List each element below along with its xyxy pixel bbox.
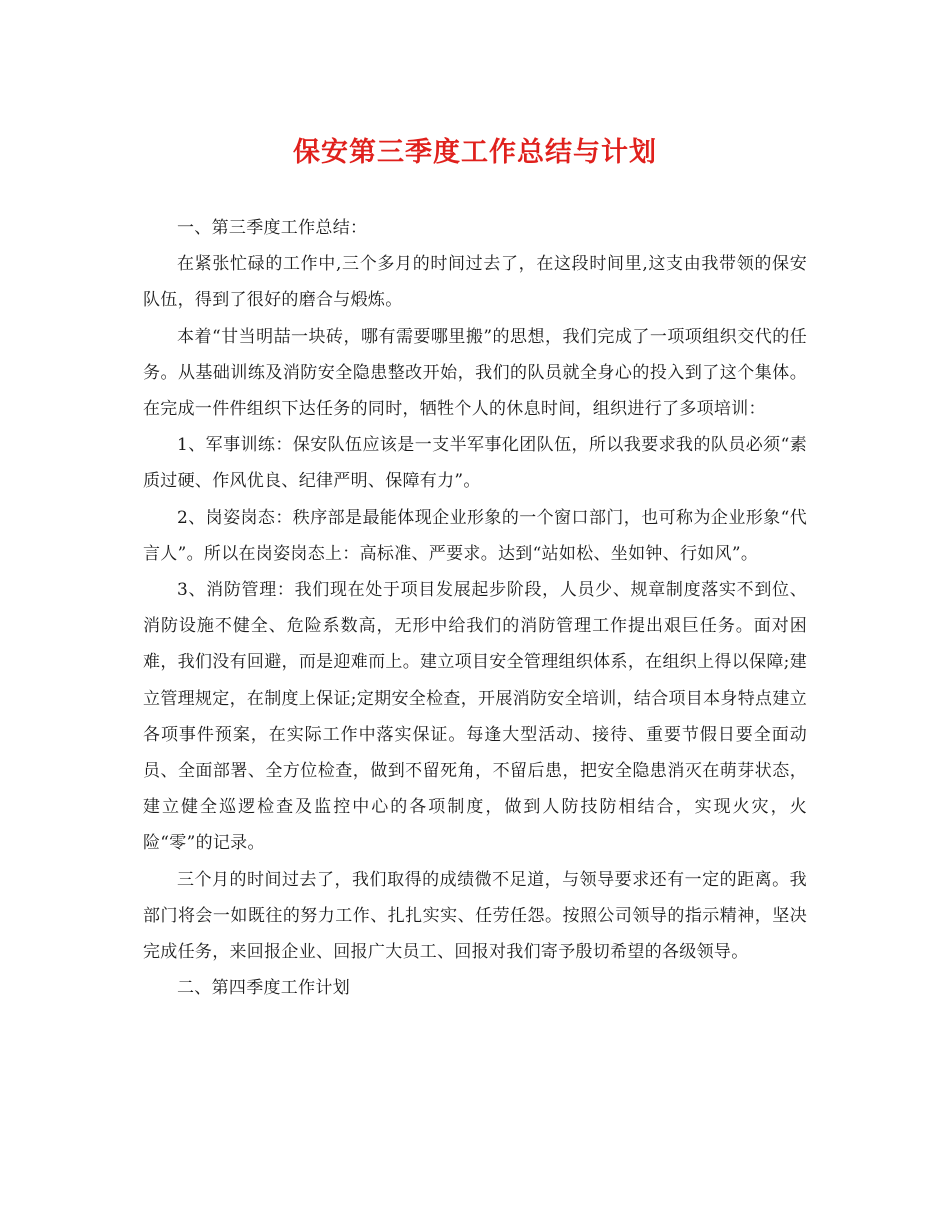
section-heading-summary: 一、第三季度工作总结： bbox=[177, 218, 368, 238]
paragraph-intro: 在紧张忙碌的工作中,三个多月的时间过去了，在这段时间里,这支由我带领的保安队伍，得到了很好的磨合与煅炼。 bbox=[143, 254, 807, 311]
paragraph-motto: 本着“甘当明喆一块砖，哪有需要哪里搬”的思想，我们完成了一项项组织交代的任务。从基础训练及消防安全隐患整改开始，我们的队员就全身心的投入到了这个集体。在完成一件件组织下达任务的同时，牺牲个人的休息时间，组织进行了多项培训： bbox=[143, 326, 807, 420]
document-body bbox=[143, 210, 807, 1006]
document-title: 保安第三季度工作总结与计划 bbox=[293, 137, 657, 168]
paragraph-fire-management: 3、消防管理：我们现在处于项目发展起步阶段，人员少、规章制度落实不到位、消防设施不健全、危险系数高，无形中给我们的消防管理工作提出艰巨任务。面对困难，我们没有回避，而是迎难而上。建立项目安全管理组织体系，在组织上得以保障;建立管理规定，在制度上保证;定期安全检查，开展消防安全培训，结合项目本身特点建立各项事件预案，在实际工作中落实保证。每逢大型活动、接待、重要节假日要全面动员、全面部署、全方位检查，做到不留死角，不留后患，把安全隐患消灭在萌芽状态，建立健全巡逻检查及监控中心的各项制度，做到人防技防相结合，实现火灾，火险“零”的记录。 bbox=[143, 580, 807, 854]
section-heading-plan: 二、第四季度工作计划 bbox=[177, 978, 350, 999]
paragraph-conclusion: 三个月的时间过去了，我们取得的成绩微不足道，与领导要求还有一定的距离。我部门将会一如既往的努力工作、扎扎实实、任劳任怨。按照公司领导的指示精神，坚决完成任务，来回报企业、回报广大员工、回报对我们寄予殷切希望的各级领导。 bbox=[143, 869, 807, 963]
paragraph-post-posture: 2、岗姿岗态：秩序部是最能体现企业形象的一个窗口部门，也可称为企业形象“代言人”。所以在岗姿岗态上：高标准、严要求。达到“站如松、坐如钟、行如风”。 bbox=[143, 507, 807, 564]
paragraph-military-training: 1、军事训练：保安队伍应该是一支半军事化团队伍，所以我要求我的队员必须“素质过硬、作风优良、纪律严明、保障有力”。 bbox=[143, 435, 807, 492]
